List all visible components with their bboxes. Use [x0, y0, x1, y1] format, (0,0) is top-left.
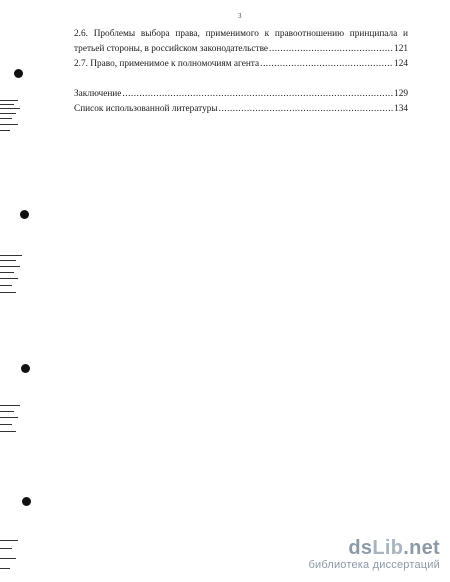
- toc-leader-dots: [219, 102, 393, 117]
- scan-mark: [0, 124, 18, 125]
- toc-entry-2-6-title-line2: третьей стороны, в российском законодательстве: [74, 44, 269, 54]
- scan-mark: [0, 104, 14, 105]
- toc-entry-conclusion: [74, 87, 408, 102]
- scan-mark: [0, 260, 16, 261]
- scan-mark: [0, 411, 14, 412]
- scan-mark: [0, 431, 16, 432]
- scan-mark: [0, 424, 12, 425]
- logo-ds: ds: [348, 537, 373, 559]
- toc-entry-2-6-title-line1: 2.6. Проблемы выбора права, применимого к правоотношению принципала и: [74, 29, 408, 39]
- toc-entry-bibliography-page: 134: [394, 104, 408, 114]
- scan-mark: [0, 100, 18, 101]
- punch-hole: [20, 210, 29, 219]
- scan-mark: [0, 540, 18, 541]
- scan-mark: [0, 568, 10, 569]
- scan-mark: [0, 278, 18, 279]
- scan-mark: [0, 108, 20, 109]
- page-number: 3: [238, 12, 242, 20]
- logo-lib: Lib: [372, 537, 404, 559]
- scan-mark: [0, 272, 14, 273]
- toc-leader-dots: [260, 57, 393, 72]
- toc-entry-conclusion-title: Заключение: [74, 89, 122, 99]
- punch-hole: [22, 497, 31, 506]
- scan-mark: [0, 130, 10, 131]
- toc-entry-bibliography-title: Список использованной литературы: [74, 104, 218, 114]
- scan-mark: [0, 548, 12, 549]
- toc-leader-dots: [122, 87, 393, 102]
- scan-mark: [0, 113, 16, 114]
- scan-mark: [0, 558, 16, 559]
- toc-entry-conclusion-page: 129: [394, 89, 408, 99]
- scan-mark: [0, 285, 12, 286]
- toc-entry-2-7: [74, 57, 408, 72]
- toc-entry-2-6: [74, 27, 408, 57]
- toc-entry-bibliography: [74, 102, 408, 117]
- scan-mark: [0, 255, 22, 256]
- dslib-watermark: [280, 537, 440, 572]
- table-of-contents: [74, 27, 408, 117]
- scan-mark: [0, 118, 12, 119]
- dslib-logo: [280, 537, 440, 559]
- toc-entry-2-6-page: 121: [394, 44, 408, 54]
- toc-leader-dots: [269, 42, 393, 57]
- scan-mark: [0, 405, 20, 406]
- scan-mark: [0, 292, 16, 293]
- scan-mark: [0, 266, 20, 267]
- scan-margin-artifacts: [0, 0, 40, 582]
- punch-hole: [14, 69, 23, 78]
- toc-entry-2-7-title: 2.7. Право, применимое к полномочиям агента: [74, 59, 260, 69]
- dslib-subtitle: библиотека диссертаций: [308, 559, 440, 571]
- punch-hole: [21, 364, 30, 373]
- logo-net: .net: [403, 537, 440, 559]
- toc-entry-2-7-page: 124: [394, 59, 408, 69]
- scan-mark: [0, 417, 18, 418]
